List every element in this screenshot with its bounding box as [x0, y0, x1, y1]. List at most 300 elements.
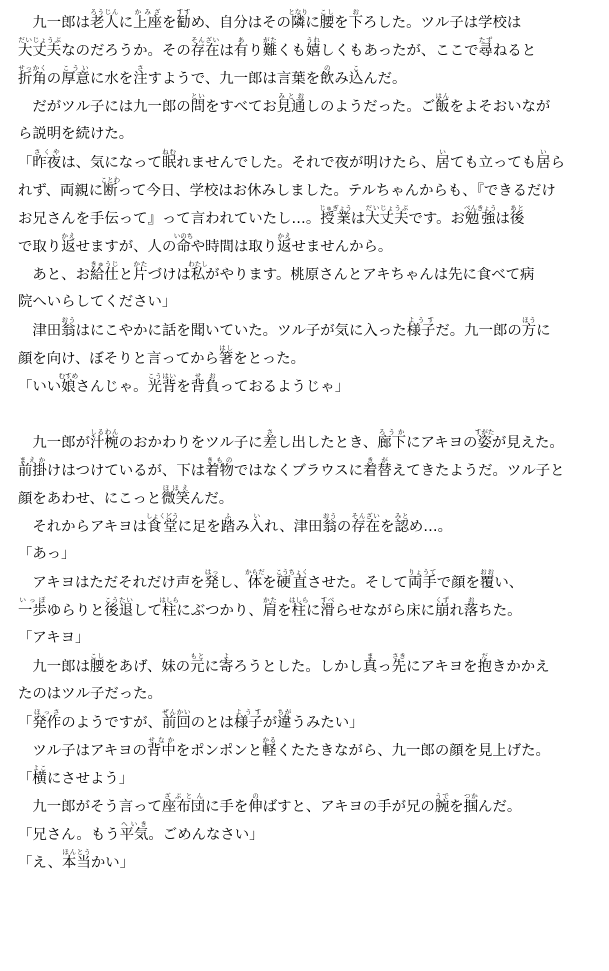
ruby-base: 居 [536, 155, 551, 171]
ruby-reading: せなか [146, 736, 176, 744]
text-run: は [350, 211, 366, 227]
ruby-reading: ほほえ [161, 484, 190, 492]
ruby-reading: さき [391, 652, 407, 660]
ruby-base: 私 [188, 267, 208, 283]
text-run: を [380, 519, 395, 535]
text-line [18, 680, 595, 708]
ruby-base: 一歩 [18, 603, 47, 619]
ruby-reading: うれ [305, 36, 321, 44]
ruby-base: 厚意 [61, 71, 90, 87]
text-run: れ、津田 [264, 519, 323, 535]
ruby-reading: しょくどう [146, 512, 179, 520]
text-run: あと、お [18, 267, 90, 283]
text-run: ツル子はアキヨの [18, 743, 147, 759]
ruby-reading: あと [509, 204, 525, 212]
ruby-reading: ま [362, 652, 378, 660]
ruby-word [119, 820, 149, 843]
text-line [18, 792, 595, 820]
ruby-word [245, 568, 265, 591]
ruby-word [277, 232, 292, 255]
ruby-word [249, 512, 265, 535]
ruby-base: 大丈夫 [365, 211, 409, 227]
ruby-reading: はっ [204, 568, 219, 576]
ruby-reading: とい [190, 92, 206, 100]
ruby-reading: はしら [289, 596, 309, 604]
ruby-word [391, 652, 407, 675]
ruby-reading: おう [322, 512, 337, 520]
text-run: ちた。 [478, 603, 522, 619]
text-line [18, 176, 595, 204]
ruby-word [18, 64, 47, 87]
ruby-base: 見通 [276, 99, 306, 115]
ruby-reading: かた [262, 596, 278, 604]
text-run: に [305, 603, 321, 619]
ruby-word [32, 764, 47, 787]
ruby-word [233, 708, 263, 731]
ruby-word [463, 792, 479, 815]
ruby-reading: すがた [474, 428, 495, 436]
ruby-base: 尋 [478, 43, 493, 59]
ruby-base: 有 [233, 43, 249, 59]
ruby-word [18, 596, 47, 619]
ruby-word [159, 596, 179, 619]
ruby-word [190, 652, 205, 675]
ruby-word [62, 848, 91, 871]
ruby-word [394, 512, 409, 535]
text-run: み [334, 71, 349, 87]
ruby-word [104, 596, 134, 619]
text-line [18, 64, 595, 92]
ruby-reading: かみざ [133, 8, 162, 16]
text-run: に [118, 15, 134, 31]
text-run: うみたい」 [291, 715, 364, 731]
text-run: 顔をあわせ、にこっと [18, 491, 162, 507]
ruby-word [89, 260, 119, 283]
ruby-base: 腰 [89, 659, 105, 675]
ruby-reading: すす [176, 8, 191, 16]
ruby-base: 汁椀 [89, 435, 119, 451]
text-run: くも [277, 43, 306, 59]
text-line [18, 232, 595, 260]
ruby-base: 大丈夫 [18, 43, 62, 59]
ruby-word [474, 428, 495, 451]
ruby-word [362, 652, 378, 675]
text-run: 「兄さん。もう [18, 827, 120, 843]
text-run: で取り [18, 239, 62, 255]
text-run: しのようだった。ご [305, 99, 436, 115]
text-run: んだ。 [478, 799, 522, 815]
ruby-word [100, 176, 121, 199]
ruby-base: 飲 [320, 71, 335, 87]
ruby-base: 肩 [262, 603, 278, 619]
text-run: にアキヨを [406, 659, 478, 675]
text-line [18, 820, 595, 848]
ruby-word [275, 568, 309, 591]
ruby-reading: せお [190, 372, 220, 380]
ruby-base: 違 [277, 715, 292, 731]
text-run: をよそおいなが [449, 99, 551, 115]
text-run: にアキヨの [406, 435, 478, 451]
text-run: れ [449, 603, 464, 619]
ruby-word [133, 8, 162, 31]
ruby-word [146, 736, 176, 759]
text-run: に [305, 15, 320, 31]
text-line [18, 764, 595, 792]
ruby-word [248, 792, 263, 815]
ruby-word [133, 64, 148, 87]
ruby-word [161, 708, 191, 731]
text-run: ばすと、アキヨの手が兄の [262, 799, 435, 815]
text-run: で顔を [436, 575, 480, 591]
text-run: です。お [408, 211, 465, 227]
ruby-word [190, 372, 220, 395]
ruby-reading: お [463, 596, 479, 604]
ruby-reading: みとお [276, 92, 306, 100]
ruby-reading: はん [435, 92, 450, 100]
ruby-base: 様子 [406, 323, 436, 339]
ruby-reading: かる [262, 736, 277, 744]
ruby-word [32, 148, 62, 171]
ruby-reading: よ [218, 652, 234, 660]
ruby-word [289, 596, 309, 619]
ruby-word [146, 512, 179, 535]
ruby-reading: こうはい [147, 372, 177, 380]
text-run: を [334, 15, 349, 31]
ruby-base: 下 [348, 15, 363, 31]
ruby-word [161, 484, 190, 507]
text-run: せませんから。 [291, 239, 393, 255]
text-run: 九一郎は [18, 15, 90, 31]
ruby-word [377, 428, 407, 451]
ruby-word [220, 512, 236, 535]
text-run: ても立っても [449, 155, 537, 171]
ruby-reading: つか [463, 792, 479, 800]
ruby-word [161, 148, 177, 171]
ruby-word [18, 36, 62, 59]
ruby-base: 廊下 [377, 435, 407, 451]
ruby-reading: よこ [32, 764, 47, 772]
ruby-reading: ことわ [100, 176, 121, 184]
ruby-base: 横 [32, 771, 47, 787]
ruby-reading: ざぶとん [161, 792, 206, 800]
ruby-reading: ねむ [161, 148, 177, 156]
text-line [18, 624, 595, 652]
ruby-base: 伸 [248, 799, 263, 815]
ruby-word [348, 64, 364, 87]
ruby-word [320, 596, 335, 619]
ruby-base: 娘 [58, 379, 79, 395]
text-line [18, 372, 595, 400]
ruby-base: 発作 [32, 715, 62, 731]
text-run: み [235, 519, 250, 535]
text-run: を [277, 603, 292, 619]
text-run: 「アキヨ」 [18, 630, 90, 646]
ruby-base: 座布団 [161, 799, 206, 815]
ruby-word [218, 652, 234, 675]
ruby-word [262, 596, 278, 619]
ruby-word [133, 260, 148, 283]
text-run: を [449, 799, 464, 815]
ruby-base: 存在 [351, 519, 381, 535]
ruby-reading: こうたい [104, 596, 134, 604]
ruby-word [319, 204, 352, 227]
ruby-reading: しるわん [89, 428, 119, 436]
text-run: っておるようじゃ」 [219, 379, 350, 395]
ruby-word [262, 736, 277, 759]
text-run: はにこやかに話を聞いていた。ツル子が気に入った [75, 323, 407, 339]
text-run: をあげ、妹の [104, 659, 191, 675]
ruby-base: 箸 [218, 351, 234, 367]
ruby-base: 翁 [322, 519, 337, 535]
ruby-word [477, 652, 492, 675]
ruby-reading: りょうて [407, 568, 437, 576]
ruby-reading: い [249, 512, 265, 520]
ruby-word [205, 456, 234, 479]
ruby-word [435, 92, 450, 115]
text-run: を [176, 379, 191, 395]
text-run: んだ。 [363, 71, 407, 87]
ruby-base: 後退 [104, 603, 134, 619]
text-line [18, 456, 595, 484]
ruby-reading: かえ [277, 232, 292, 240]
ruby-base: 後 [509, 211, 525, 227]
ruby-word [536, 148, 551, 171]
text-run: 「 [18, 155, 33, 171]
text-run: すようで、九一郎は言葉を [147, 71, 320, 87]
text-run: のおかわりをツル子に [118, 435, 263, 451]
text-line [18, 848, 595, 876]
text-run: っ [377, 659, 392, 675]
ruby-reading: わたし [188, 260, 208, 268]
text-run: ろうとした。しかし [233, 659, 363, 675]
text-run: ら [550, 155, 565, 171]
ruby-base: 滑 [320, 603, 335, 619]
ruby-word [61, 232, 76, 255]
ruby-base: 様子 [233, 715, 263, 731]
ruby-reading: さ [262, 428, 278, 436]
ruby-reading: もと [190, 652, 205, 660]
ruby-reading: きもの [205, 456, 234, 464]
ruby-reading: かえ [61, 232, 76, 240]
text-line [18, 92, 595, 120]
text-run: り [248, 43, 263, 59]
ruby-word [322, 512, 337, 535]
ruby-reading: こうい [61, 64, 90, 72]
ruby-word [478, 36, 493, 59]
ruby-base: 元 [190, 659, 205, 675]
ruby-reading: ようす [406, 316, 436, 324]
ruby-word [147, 372, 177, 395]
text-run: ではなくブラウスに [233, 463, 363, 479]
text-run: め、自分はその [190, 15, 291, 31]
text-run: 津田 [18, 323, 62, 339]
text-run: アキヨはただそれだけ声を [18, 575, 205, 591]
ruby-reading: せっかく [18, 64, 47, 72]
ruby-reading: ろうか [377, 428, 407, 436]
ruby-base: 体 [245, 575, 265, 591]
ruby-base: 給仕 [89, 267, 119, 283]
ruby-word [233, 36, 249, 59]
text-run: め…。 [408, 519, 453, 535]
ruby-reading: むすめ [58, 372, 79, 380]
ruby-word [89, 428, 119, 451]
ruby-word [61, 316, 76, 339]
text-run: のようですが、 [61, 715, 162, 731]
ruby-reading: おう [61, 316, 76, 324]
ruby-word [320, 64, 335, 87]
ruby-reading: くず [435, 596, 450, 604]
ruby-base: 踏 [220, 519, 236, 535]
text-run: に [536, 323, 551, 339]
ruby-base: 両手 [407, 575, 437, 591]
text-run: し、 [218, 575, 248, 591]
text-run: れませんでした。それで夜が明けたら、 [176, 155, 436, 171]
ruby-base: 腕 [434, 799, 450, 815]
ruby-base: 背負 [190, 379, 220, 395]
text-run: さんじゃ。 [75, 379, 148, 395]
text-run: と [118, 267, 134, 283]
text-run: をポンポンと [175, 743, 263, 759]
text-run: ら説明を続けた。 [18, 126, 134, 142]
ruby-word [190, 92, 206, 115]
text-line [18, 428, 595, 456]
text-run: をとった。 [233, 351, 305, 367]
ruby-base: 授業 [319, 211, 352, 227]
ruby-reading: ほっさ [32, 708, 62, 716]
ruby-word [288, 8, 308, 31]
text-run: に手を [205, 799, 249, 815]
ruby-reading: すべ [320, 596, 335, 604]
text-run: しくもあったが、ここで [320, 43, 479, 59]
ruby-word [479, 568, 495, 591]
ruby-reading: へいき [119, 820, 149, 828]
ruby-word [351, 512, 381, 535]
text-line [18, 260, 595, 288]
ruby-base: 落 [463, 603, 479, 619]
text-run: がやります。桃原さんとアキちゃんは先に食べて病 [205, 267, 535, 283]
text-run: して [133, 603, 162, 619]
ruby-word [406, 316, 436, 339]
ruby-reading: だいじょうぶ [365, 204, 409, 212]
ruby-word [348, 8, 363, 31]
ruby-base: 方 [521, 323, 537, 339]
ruby-base: 寄 [218, 659, 234, 675]
ruby-base: 返 [61, 239, 76, 255]
ruby-base: 微笑 [161, 491, 190, 507]
ruby-word [262, 36, 278, 59]
text-run: って今日、学校はお休みしました。テルちゃんからも、『できるだけ [117, 183, 556, 199]
text-run: 「 [18, 771, 33, 787]
text-run: らせながら床に [334, 603, 436, 619]
ruby-word [61, 64, 90, 87]
text-run: だ。九一郎の [435, 323, 522, 339]
text-line [18, 204, 595, 232]
ruby-base: 断 [100, 183, 121, 199]
ruby-base: 掴 [463, 799, 479, 815]
text-line [18, 568, 595, 596]
ruby-reading: ほんとう [62, 848, 91, 856]
ruby-reading: じゅぎょう [319, 204, 352, 212]
ruby-word [434, 792, 450, 815]
ruby-reading: そんざい [190, 36, 220, 44]
ruby-base: 注 [133, 71, 148, 87]
ruby-base: 光背 [147, 379, 177, 395]
ruby-reading: まえか [18, 456, 47, 464]
text-line [18, 148, 595, 176]
ruby-reading: そんざい [351, 512, 381, 520]
ruby-base: 崩 [435, 603, 450, 619]
text-line [18, 596, 595, 624]
text-run: は [219, 43, 234, 59]
text-run: 「あっ」 [18, 546, 76, 562]
text-run: たのはツル子だった。 [18, 686, 162, 702]
ruby-base: 老人 [89, 15, 119, 31]
ruby-reading: きが [363, 456, 392, 464]
text-run: れず、両親に [18, 183, 104, 199]
text-run: し出したとき、 [277, 435, 378, 451]
ruby-base: 嬉 [305, 43, 321, 59]
ruby-reading: ふ [220, 512, 236, 520]
ruby-base: 着物 [205, 463, 234, 479]
ruby-word [204, 568, 219, 591]
ruby-reading: はしら [159, 596, 179, 604]
ruby-reading: い [435, 148, 450, 156]
ruby-base: 発 [204, 575, 219, 591]
ruby-reading: べんきょう [463, 204, 497, 212]
text-run: させた。そして [307, 575, 408, 591]
text-run: ゆらりと [46, 603, 105, 619]
ruby-reading: の [320, 64, 335, 72]
text-line [18, 652, 595, 680]
ruby-reading: かた [133, 260, 148, 268]
ruby-reading: さくや [32, 148, 62, 156]
ruby-word [463, 596, 479, 619]
ruby-word [218, 344, 234, 367]
text-line [18, 344, 595, 372]
text-run: 顔を向け、ぼそりと言ってから [18, 351, 219, 367]
ruby-word [365, 204, 409, 227]
ruby-base: 柱 [159, 603, 179, 619]
text-run: にぶつかり、 [176, 603, 263, 619]
ruby-reading: こし [319, 8, 335, 16]
text-run: づけは [147, 267, 191, 283]
text-line [18, 512, 595, 540]
text-run: くたたきながら、九一郎の顔を見上げた。 [276, 743, 550, 759]
text-run: 。ごめんなさい」 [148, 827, 264, 843]
ruby-reading: がた [262, 36, 278, 44]
ruby-base: 返 [277, 239, 292, 255]
ruby-base: 覆 [479, 575, 495, 591]
ruby-base: 腰 [319, 15, 335, 31]
ruby-reading: きゅうじ [89, 260, 119, 268]
text-run: ねると [492, 43, 537, 59]
ruby-word [319, 8, 335, 31]
ruby-word [161, 792, 206, 815]
text-line [18, 736, 595, 764]
ruby-base: 抱 [477, 659, 492, 675]
ruby-base: 先 [391, 659, 407, 675]
ruby-word [18, 456, 47, 479]
text-run: せますが、人の [75, 239, 177, 255]
ruby-word [463, 204, 497, 227]
text-run: や時間は取り [190, 239, 278, 255]
ruby-reading: いのち [173, 232, 194, 240]
ruby-base: 翁 [61, 323, 76, 339]
ruby-base: 問 [190, 99, 206, 115]
ruby-reading: こうちょく [275, 568, 309, 576]
ruby-base: 飯 [435, 99, 450, 115]
ruby-word [89, 8, 119, 31]
